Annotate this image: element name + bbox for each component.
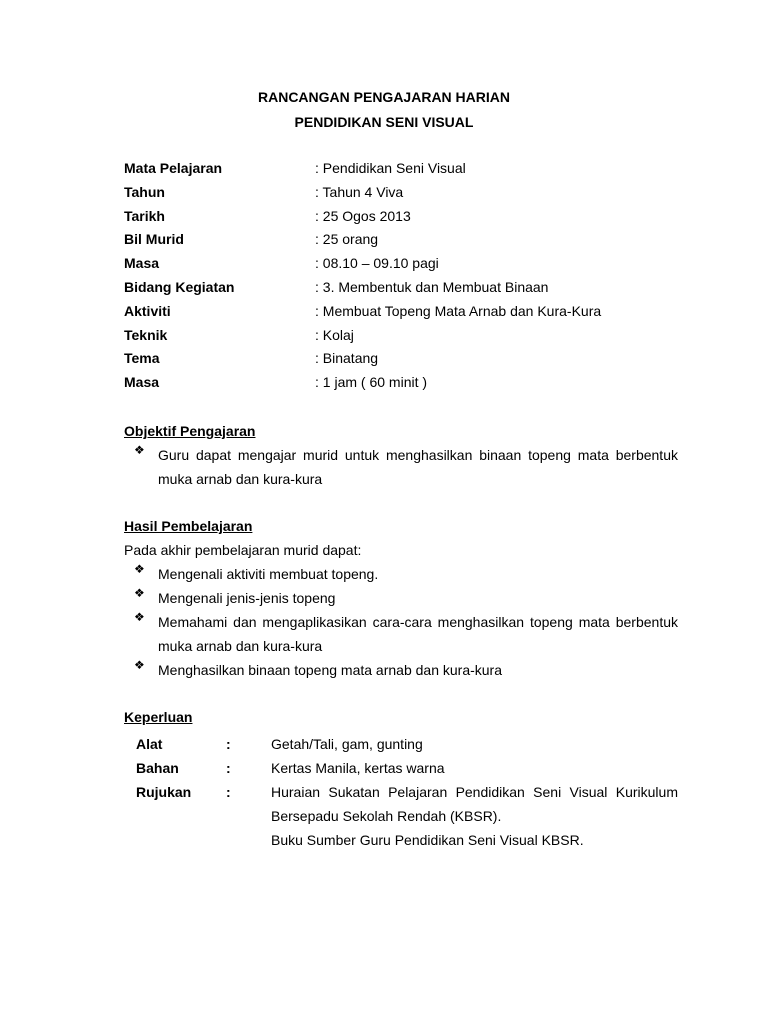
info-label: Mata Pelajaran	[124, 160, 223, 176]
info-value: : Kolaj	[315, 326, 354, 343]
document-subtitle: PENDIDIKAN SENI VISUAL	[294, 114, 474, 130]
info-value: : 08.10 – 09.10 pagi	[315, 255, 439, 272]
info-label: Masa	[124, 374, 160, 391]
keperluan-value: Kertas Manila, kertas warna	[271, 760, 445, 776]
keperluan-value: Huraian Sukatan Pelajaran Pendidikan Seni Visual Kurikulum Bersepadu Sekolah Rendah (KBSR).	[271, 784, 678, 824]
keperluan-label: Bahan	[136, 760, 179, 776]
diamond-bullet-icon: ❖	[134, 443, 145, 457]
hasil-intro: Pada akhir pembelajaran murid dapat:	[124, 542, 362, 558]
objektif-heading: Objektif Pengajaran	[124, 423, 256, 439]
info-value: : Membuat Topeng Mata Arnab dan Kura-Kura	[315, 302, 602, 319]
hasil-item	[134, 658, 678, 682]
keperluan-value-secondary: Buku Sumber Guru Pendidikan Seni Visual KBSR.	[271, 832, 584, 848]
info-label: Tahun	[124, 183, 165, 200]
info-label: Teknik	[124, 326, 168, 343]
keperluan-colon: :	[226, 784, 231, 800]
keperluan-label: Rujukan	[136, 784, 192, 800]
keperluan-colon: :	[226, 760, 231, 776]
hasil-item-text: Mengenali aktiviti membuat topeng.	[158, 566, 379, 582]
hasil-item	[134, 562, 678, 586]
info-value: : Pendidikan Seni Visual	[315, 160, 466, 176]
keperluan-label: Alat	[136, 736, 163, 752]
info-label: Aktiviti	[124, 302, 171, 319]
keperluan-value: Getah/Tali, gam, gunting	[271, 736, 423, 752]
diamond-bullet-icon: ❖	[134, 610, 145, 624]
info-label: Bil Murid	[124, 231, 184, 248]
hasil-heading: Hasil Pembelajaran	[124, 518, 253, 534]
info-value: : Tahun 4 Viva	[315, 183, 404, 200]
info-label: Bidang Kegiatan	[124, 278, 235, 295]
hasil-item	[134, 610, 678, 658]
document-title: RANCANGAN PENGAJARAN HARIAN	[257, 89, 510, 105]
keperluan-table	[136, 732, 678, 852]
diamond-bullet-icon: ❖	[134, 658, 145, 672]
info-value: : 3. Membentuk dan Membuat Binaan	[315, 278, 549, 295]
keperluan-row-rujukan	[136, 780, 678, 852]
info-label: Masa	[124, 255, 160, 272]
info-value: : 25 Ogos 2013	[315, 207, 411, 224]
hasil-item-text: Mengenali jenis-jenis topeng	[158, 590, 336, 606]
objektif-item-text: Guru dapat mengajar murid untuk menghasilkan binaan topeng mata berbentuk muka arnab dan kura-kura	[158, 447, 678, 487]
keperluan-colon: :	[226, 736, 231, 752]
hasil-item	[134, 586, 678, 610]
hasil-item-text: Menghasilkan binaan topeng mata arnab dan kura-kura	[158, 662, 503, 678]
info-value: : 1 jam ( 60 minit )	[315, 374, 428, 391]
info-value: : 25 orang	[315, 231, 379, 248]
hasil-item-text: Memahami dan mengaplikasikan cara-cara menghasilkan topeng mata berbentuk muka arnab dan kura-kura	[158, 614, 678, 654]
diamond-bullet-icon: ❖	[134, 586, 145, 600]
diamond-bullet-icon: ❖	[134, 562, 145, 576]
info-label: Tarikh	[124, 207, 165, 224]
info-value: : Binatang	[315, 350, 379, 367]
keperluan-heading: Keperluan	[124, 709, 193, 725]
info-label: Tema	[124, 350, 160, 367]
keperluan-row-alat	[136, 732, 678, 756]
keperluan-row-bahan	[136, 756, 678, 780]
objektif-item	[134, 443, 678, 491]
